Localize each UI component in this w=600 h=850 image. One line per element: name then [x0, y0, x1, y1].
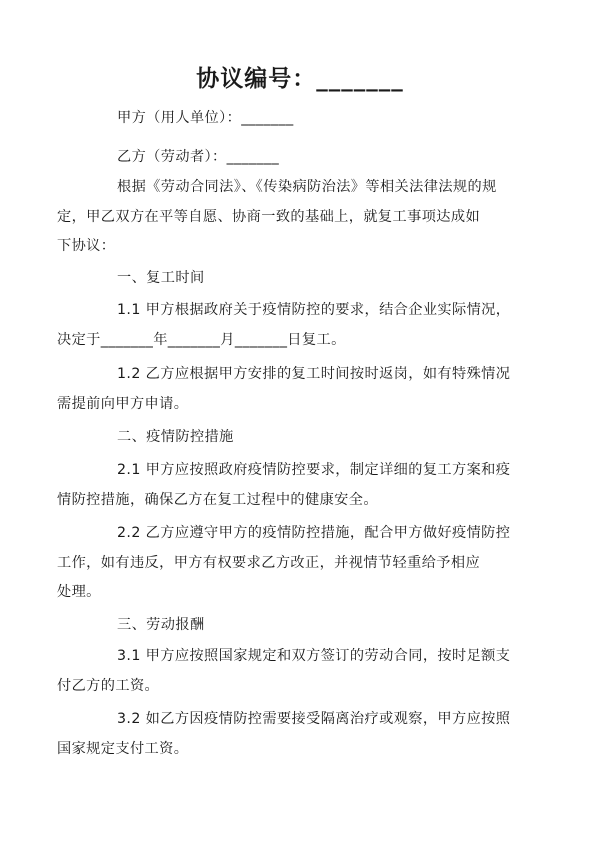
clause-1-2	[57, 360, 517, 419]
section-1-heading: 一、复工时间	[117, 270, 205, 286]
intro-line-2: 定，甲乙双方在平等自愿、协商一致的基础上，就复工事项达成如	[57, 208, 481, 225]
clause-1-1-line-2: 决定于_______年_______月_______日复工。	[57, 331, 346, 348]
clause-3-1	[57, 642, 517, 701]
clause-1-2-line-2: 需提前向甲方申请。	[57, 395, 189, 412]
clause-1-1	[57, 296, 517, 355]
agreement-number-title: 协议编号：_______	[196, 66, 404, 92]
section-3-heading: 三、劳动报酬	[117, 617, 205, 633]
clause-3-2-line-2: 国家规定支付工资。	[57, 740, 189, 757]
clause-3-2-line-1: 3.2 如乙方因疫情防控需要接受隔离治疗或观察，甲方应按照	[117, 711, 511, 727]
section-2-heading: 二、疫情防控措施	[117, 429, 234, 445]
clause-2-2	[57, 519, 517, 608]
clause-2-2-line-3: 处理。	[57, 584, 101, 600]
intro-line-3: 下协议：	[57, 238, 116, 254]
clause-2-1-line-1: 2.1 甲方应按照政府疫情防控要求，制定详细的复工方案和疫	[117, 462, 511, 478]
clause-3-2	[57, 705, 517, 764]
intro-line-1: 根据《劳动合同法》、《传染病防治法》等相关法律法规的规	[117, 179, 497, 195]
clause-3-1-line-2: 付乙方的工资。	[57, 677, 160, 694]
clause-2-2-line-1: 2.2 乙方应遵守甲方的疫情防控措施，配合甲方做好疫情防控	[117, 525, 511, 541]
clause-1-2-line-1: 1.2 乙方应根据甲方安排的复工时间按时返岗，如有特殊情况	[117, 366, 511, 382]
clause-2-2-line-2: 工作，如有违反，甲方有权要求乙方改正，并视情节轻重给予相应	[57, 554, 481, 571]
clause-2-1	[57, 456, 517, 515]
intro-paragraph	[57, 173, 517, 262]
clause-3-1-line-1: 3.1 甲方应按照国家规定和双方签订的劳动合同，按时足额支	[117, 648, 511, 664]
party-b-line: 乙方（劳动者）：_______	[117, 149, 280, 165]
clause-2-1-line-2: 情防控措施，确保乙方在复工过程中的健康安全。	[57, 491, 378, 508]
party-a-line: 甲方（用人单位）：_______	[117, 110, 294, 126]
clause-1-1-line-1: 1.1 甲方根据政府关于疫情防控的要求，结合企业实际情况，	[117, 302, 511, 318]
